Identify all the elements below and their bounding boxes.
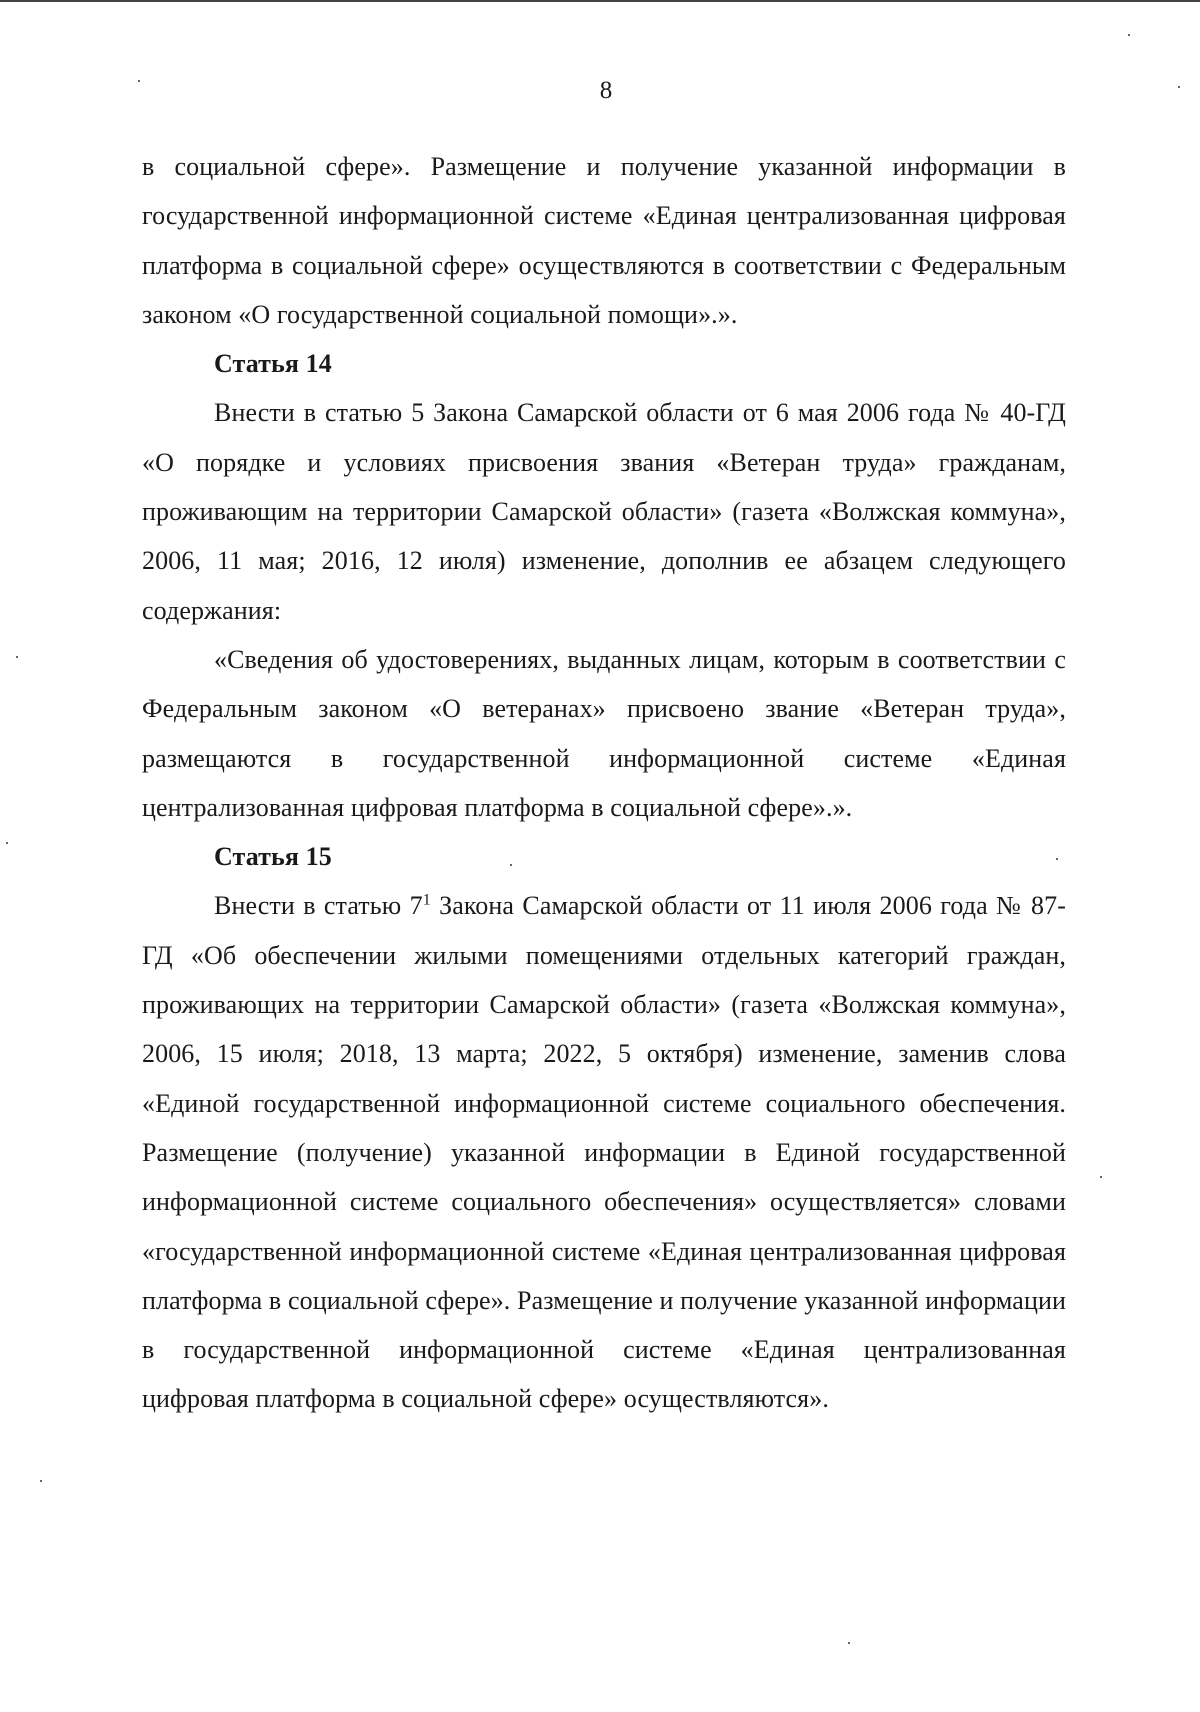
scan-speck: [1100, 1176, 1102, 1178]
paragraph: «Сведения об удостоверениях, выданных лицам, которым в соответствии с Федеральным законом «О ветеранах» присвоено звание «Ветеран труда», размещаются в государственной информационной системе «Единая централизованная цифровая платформа в социальной сфере».».: [142, 644, 1066, 822]
page-number: 8: [599, 77, 613, 104]
paragraph-text: Внести в статью 7: [214, 891, 423, 921]
paragraph: [142, 881, 1066, 1423]
scan-speck: [16, 656, 18, 658]
paragraph: Внести в статью 5 Закона Самарской области от 6 мая 2006 года № 40-ГД «О порядке и условиях присвоения звания «Ветеран труда» гражданам, проживающим на территории Самарской области» (газета «Волжская коммуна», 2006, 11 мая; 2016, 12 июля) изменение, дополнив ее абзацем следующего содержания:: [142, 398, 1066, 625]
document-body: [142, 142, 1066, 1424]
scan-speck: [1128, 34, 1130, 36]
superscript: 1: [422, 891, 431, 909]
article-heading: Статья 14: [214, 349, 332, 379]
scan-speck: [40, 1480, 42, 1482]
paragraph-text: Закона Самарской области от 11 июля 2006 года № 87-ГД «Об обеспечении жилыми помещениями отдельных категорий граждан, проживающих на территории Самарской области» (газета «Волжская коммуна», 2006, 15 июля; 2018, 13 марта; 2022, 5 октября) изменение, заменив слова «Единой государственной информационной системе социального обеспечения. Размещение (получение) указанной информации в Единой государственной информационной системе социального обеспечения» осуществляется» словами «государственной информационной системе «Единая централизованная цифровая платформа в социальной сфере». Размещение и получение указанной информации в государственной информационной системе «Единая централизованная цифровая платформа в социальной сфере» осуществляются».: [142, 891, 1066, 1414]
scan-speck: [6, 842, 8, 844]
article-heading: Статья 15: [214, 842, 332, 872]
paragraph: в социальной сфере». Размещение и получение указанной информации в государственной информационной системе «Единая централизованная цифровая платформа в социальной сфере» осуществляются в соответствии с Федеральным законом «О государственной социальной помощи».».: [142, 152, 1066, 329]
scan-top-edge: [0, 0, 1200, 2]
scan-speck: [848, 1642, 850, 1644]
